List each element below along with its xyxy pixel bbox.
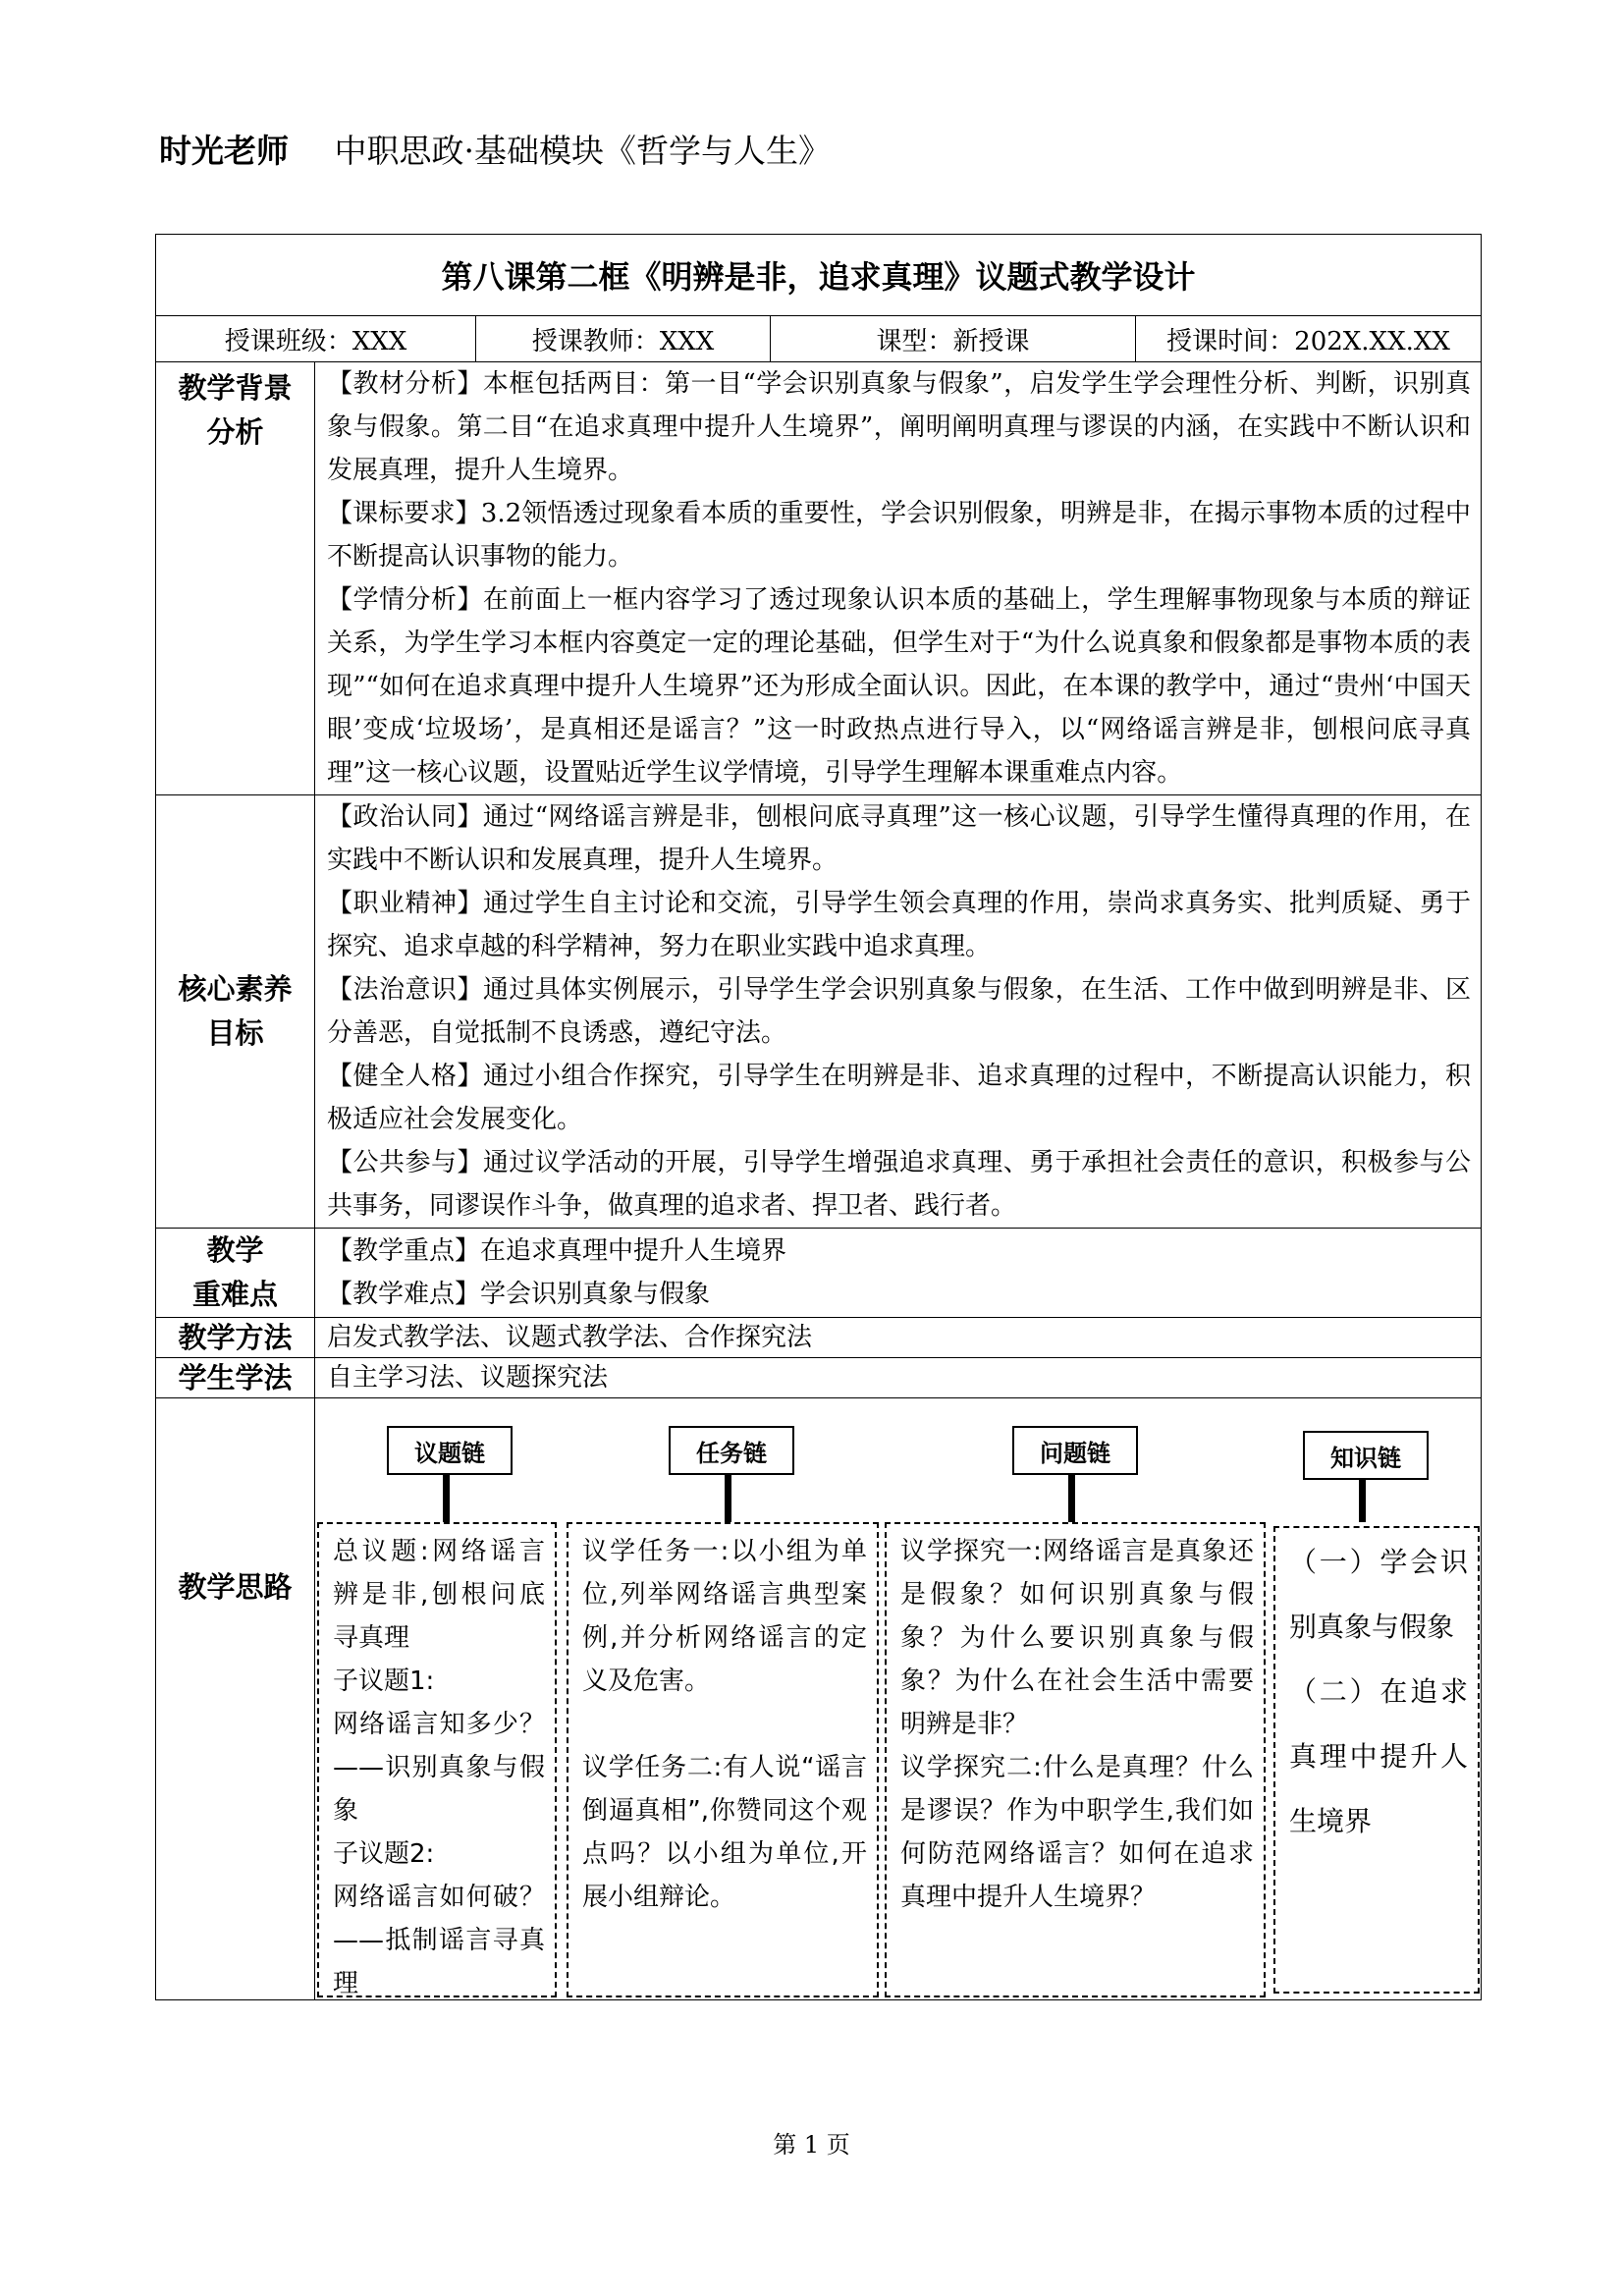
method-label: 教学方法 xyxy=(156,1318,315,1358)
lesson-type-info: 课型：新授课 xyxy=(771,316,1136,362)
background-label: 教学背景 分析 xyxy=(156,362,315,795)
task-chain-box: 议学任务一:以小组为单位,列举网络谣言典型案例,并分析网络谣言的定义及危害。 议学任务二:有人说“谣言倒逼真相”,你赞同这个观点吗？以小组为单位,开展小组辩论。 xyxy=(567,1522,879,1997)
core-literacy-row xyxy=(156,795,1482,1229)
info-row xyxy=(156,316,1482,362)
course-name: 中职思政·基础模块《哲学与人生》 xyxy=(334,132,831,170)
study-label: 学生学法 xyxy=(156,1358,315,1398)
page-header xyxy=(159,126,831,172)
author-name: 时光老师 xyxy=(159,132,289,170)
rule-of-law: 【法治意识】通过具体实例展示，引导学生学会识别真象与假象，在生活、工作中做到明辨是非、区分善恶，自觉抵制不良诱惑，遵纪守法。 xyxy=(327,975,1472,1048)
question-chain-box: 议学探究一:网络谣言是真象还是假象？如何识别真象与假象？为什么要识别真象与假象？为什么在社会生活中需要明辨是非？ 议学探究二:什么是真理？什么是谬误？作为中职学生,我们如何防范网络谣言？如何在追求真理中提升人生境界？ xyxy=(885,1522,1266,1997)
political-identity: 【政治认同】通过“网络谣言辨是非，刨根问底寻真理”这一核心议题，引导学生懂得真理的作用，在实践中不断认识和发展真理，提升人生境界。 xyxy=(327,802,1472,875)
lesson-plan-table xyxy=(155,234,1482,2000)
question-chain-connector xyxy=(1068,1473,1075,1522)
knowledge-chain-label: 知识链 xyxy=(1303,1431,1429,1480)
question-chain-label: 问题链 xyxy=(1012,1426,1138,1475)
professional-spirit: 【职业精神】通过学生自主讨论和交流，引导学生领会真理的作用，崇尚求真务实、批判质疑、勇于探究、追求卓越的科学精神，努力在职业实践中追求真理。 xyxy=(327,889,1472,961)
topic-chain-label: 议题链 xyxy=(387,1426,513,1475)
key-points-row xyxy=(156,1229,1482,1318)
approach-content xyxy=(315,1398,1482,2000)
approach-row xyxy=(156,1398,1482,2000)
core-literacy-label: 核心素养 目标 xyxy=(156,795,315,1229)
study-row xyxy=(156,1358,1482,1398)
key-points-label: 教学 重难点 xyxy=(156,1229,315,1318)
key-points-content xyxy=(315,1229,1482,1318)
background-row xyxy=(156,362,1482,795)
page-number: 第 1 页 xyxy=(773,2131,850,2159)
curriculum-requirement: 【课标要求】3.2领悟透过现象看本质的重要性，学会识别假象，明辨是非，在揭示事物本质的过程中不断提高认识事物的能力。 xyxy=(327,499,1472,572)
task-chain-connector xyxy=(725,1473,731,1522)
core-literacy-content xyxy=(315,795,1482,1229)
method-row xyxy=(156,1318,1482,1358)
approach-label: 教学思路 xyxy=(156,1398,315,2000)
document-title: 第八课第二框《明辨是非，追求真理》议题式教学设计 xyxy=(156,235,1482,316)
task-chain-label: 任务链 xyxy=(669,1426,794,1475)
study-content: 自主学习法、议题探究法 xyxy=(315,1358,1482,1398)
class-info: 授课班级：XXX xyxy=(156,316,476,362)
time-info: 授课时间：202X.XX.XX xyxy=(1136,316,1482,362)
teaching-difficulty: 【教学难点】学会识别真象与假象 xyxy=(327,1280,711,1309)
textbook-analysis: 【教材分析】本框包括两目：第一目“学会识别真象与假象”，启发学生学会理性分析、判断，识别真象与假象。第二目“在追求真理中提升人生境界”，阐明阐明真理与谬误的内涵，在实践中不断认识和发展真理，提升人生境界。 xyxy=(327,369,1472,485)
student-analysis: 【学情分析】在前面上一框内容学习了透过现象认识本质的基础上，学生理解事物现象与本质的辩证关系，为学生学习本框内容奠定一定的理论基础，但学生对于“为什么说真象和假象都是事物本质的表现”“如何在追求真理中提升人生境界”还为形成全面认识。因此，在本课的教学中，通过“贵州‘中国天眼’变成‘垃圾场’，是真相还是谣言？”这一时政热点进行导入，以“网络谣言辨是非，刨根问底寻真理”这一核心议题，设置贴近学生议学情境，引导学生理解本课重难点内容。 xyxy=(327,585,1472,788)
knowledge-chain-connector xyxy=(1359,1479,1366,1522)
topic-chain-box: 总议题:网络谣言辨是非,刨根问底寻真理 子议题1: 网络谣言知多少？——识别真象与假象 子议题2: 网络谣言如何破？——抵制谣言寻真理 xyxy=(317,1522,557,1997)
public-participation: 【公共参与】通过议学活动的开展，引导学生增强追求真理、勇于承担社会责任的意识，积极参与公共事务，同谬误作斗争，做真理的追求者、捍卫者、践行者。 xyxy=(327,1148,1472,1221)
knowledge-chain-box: （一）学会识别真象与假象 （二）在追求真理中提升人生境界 xyxy=(1273,1526,1480,1994)
background-content xyxy=(315,362,1482,795)
sound-personality: 【健全人格】通过小组合作探究，引导学生在明辨是非、追求真理的过程中，不断提高认识能力，积极适应社会发展变化。 xyxy=(327,1062,1472,1134)
teacher-info: 授课教师：XXX xyxy=(476,316,771,362)
topic-chain-connector xyxy=(443,1473,450,1522)
method-content: 启发式教学法、议题式教学法、合作探究法 xyxy=(315,1318,1482,1358)
teaching-focus: 【教学重点】在追求真理中提升人生境界 xyxy=(327,1236,787,1266)
teaching-flow-diagram xyxy=(315,1398,1481,1999)
